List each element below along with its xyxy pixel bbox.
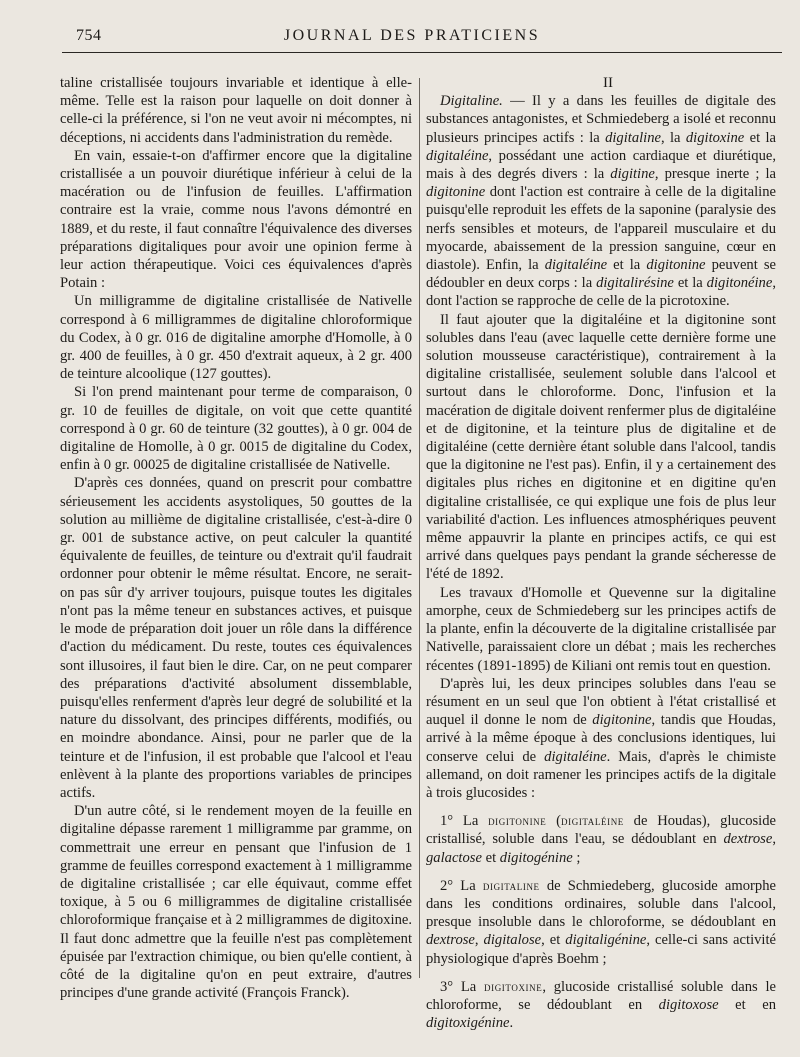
- run-italic: digitonine: [426, 184, 486, 201]
- run-italic: digitogénine: [499, 849, 573, 866]
- paragraph: D'après ces données, quand on prescrit pour combattre sérieusement les accidents asystoliques, 50 gouttes de la solution au millième de digitaline cristallisée, c'est-à-dire 0 gr. 001 de substance active, on peut calculer la quantité équivalente de feuilles, de teinture ou d'extrait qu'il faudrait ordonner pour obtenir le même résultat. Encore, ne serait-on pas sûr d'y arriver toujours, puisque toutes les digitales n'ont pas la même teneur en substances actives, et puisque le mode de préparation doit jouer un rôle dans la différence d'action du médicament. Du reste, toutes ces équivalences sont illusoires, il faut bien le dire. Car, on ne peut comparer des préparations d'activité absolument dissemblable, puisqu'elles renferment d'après leur degré de solubilité et la nature du dissolvant, des principes différents, modifiés, ou en moindre abondance. Ainsi, pour ne parler que de la teinture et de l'infusion, il est probable que l'alcool et l'eau enlèvent à la plante des proportions variables de principes actifs.: [60, 475, 412, 801]
- paragraph-kiliani: [426, 675, 776, 802]
- run: , presque inerte ; la: [654, 166, 776, 183]
- run-italic: digitoxine: [685, 129, 745, 146]
- run: , la: [661, 129, 686, 146]
- term-small-caps: digitonine: [488, 814, 547, 829]
- run: peuvent se dédoubler en deux corps : la: [426, 257, 776, 292]
- paragraph: En vain, essaie-t-on d'affirmer encore que la digitaline cristallisée a un pouvoir diurétique inférieur à celui de la macération ou de l'infusion de feuilles. L'affirmation contraire est la vraie, comme nous l'avons démontré en 1889, et du reste, il faut connaître l'équivalence des diverses préparations digitaliques pour avoir une opinion ferme à leur action thérapeutique. Voici ces équivalences d'après Potain :: [60, 147, 412, 292]
- paragraph: Si l'on prend maintenant pour terme de comparaison, 0 gr. 10 de feuilles de digitale, on voit que cette quantité correspond à 0 gr. 60 de teinture (32 gouttes), à 0 gr. 004 de digitaline de Homolle, à 0 gr. 0015 de digitaline du Codex, enfin à 0 gr. 00025 de digitaline cristallisée de Nativelle.: [60, 384, 412, 474]
- run: , tandis que Houdas, arrivé à la même époque à des conclusions identiques, lui conserve celui de: [426, 712, 776, 765]
- paragraph: Un milligramme de digitaline cristallisée de Nativelle correspond à 6 milligrammes de digitaline chloroformique du Codex, à 0 gr. 016 de digitaline amorphe d'Homolle, à 0 gr. 400 de feuilles, à 0 gr. 450 d'extrait aqueux, à 2 gr. 400 de teinture alcoolique (127 gouttes).: [60, 293, 412, 383]
- paragraph: D'un autre côté, si le rendement moyen de la feuille en digitaline dépasse rarement 1 milligramme par gramme, on commettrait une erreur en pensant que l'infusion de 1 gramme de feuilles correspond exactement à 1 milligramme de digitaline cristallisée ; car elle équivaut, comme effet toxique, à 5 ou 6 milligrammes de digitaline cristallisée chloroformique française et à 2 milligrammes de digitoxine. Il faut donc admettre que la feuille n'est pas complètement épuisée par l'extraction chimique, ou bien qu'elle contient, à côté de la digitaline qu'on en peut extraire, d'autres principes d'une grande activité (François Franck).: [60, 803, 412, 1002]
- run-italic: digitaléine: [544, 748, 607, 765]
- run-italic: digitonéine: [706, 275, 773, 292]
- item-number: 2° La: [440, 877, 483, 894]
- run: (: [546, 813, 562, 830]
- run: de Houdas), glucoside cristallisé, soluble dans l'eau, se dédoublant en: [426, 813, 776, 848]
- glucoside-item-1: [426, 812, 776, 867]
- term-small-caps: digitaline: [482, 878, 540, 893]
- paragraph: Il faut ajouter que la digitaléine et la digitonine sont solubles dans l'eau (avec laquelle cette dernière forme une solution mousseuse caractéristique), contrairement à la digitaline cristallisée, seulement soluble dans l'alcool et surtout dans le chloroforme. Donc, l'infusion et la macération de digitale doivent renfermer plus de digitaléine et de digitonine, et la teinture plus de digitaline et de digitaléine (cette dernière étant soluble dans l'alcool, tandis que la digitonine ne l'est pas). Enfin, il y a certainement des digitales plus riches en digitonine et en digitine qu'en digitaline cristallisée, ce qui explique une fois de plus leur variabilité d'action. Les influences atmosphériques peuvent même appauvrir la plante en principes actifs, ce qui est arrivé dans quelques pays pendant la grande sécheresse de l'été de 1892.: [426, 311, 776, 583]
- run-italic: galactose: [426, 849, 482, 866]
- run-italic: dextrose: [426, 932, 475, 949]
- right-column: [426, 74, 776, 1032]
- run: ,: [772, 831, 776, 848]
- run: et: [481, 849, 500, 866]
- run-italic: digitalirésine: [596, 275, 674, 292]
- running-title: JOURNAL DES PRATICIENS: [283, 27, 541, 44]
- run-italic: digitaligénine: [565, 932, 647, 949]
- run: , dont l'action se rapproche de celle de la picrotoxine.: [426, 275, 776, 310]
- paragraph: Les travaux d'Homolle et Quevenne sur la digitaline amorphe, ceux de Schmiedeberg sur les principes actifs de la plante, enfin la découverte de la digitaline cristallisée par Nativelle, paraissaient clore un débat ; mais les recherches récentes (1891-1895) de Kiliani ont remis tout en question.: [426, 584, 776, 674]
- paragraph: taline cristallisée toujours invariable et identique à elle-même. Telle est la raison pour laquelle on doit donner à celle-ci la préférence, si l'on ne veut avoir ni mécomptes, ni déceptions, ni accidents dans l'administration du remède.: [60, 75, 412, 146]
- section-heading: II: [603, 75, 613, 91]
- run: et la: [673, 275, 707, 292]
- column-divider: [419, 78, 420, 978]
- run: — Il y a dans les feuilles de digitale des substances antagonistes, et Schmiedeberg a isolé et reconnu plusieurs principes actifs : la: [426, 93, 776, 146]
- page-header: [62, 24, 762, 48]
- run: D'après lui, les deux principes solubles dans l'eau se résument en un seul que l'on obtient à l'état cristallisé et auquel il donne le nom de: [426, 675, 776, 729]
- run: et la: [607, 257, 647, 274]
- item-number: 3° La: [440, 978, 485, 995]
- run-italic: digitaléine: [426, 147, 489, 164]
- glucoside-item-3: [426, 978, 776, 1033]
- run-italic: dextrose: [723, 831, 773, 848]
- run: et la: [744, 129, 776, 146]
- term-small-caps: digitaléine: [561, 814, 624, 829]
- term-small-caps: digitoxine: [484, 979, 543, 994]
- run: ,: [474, 932, 484, 949]
- page-number: 754: [76, 27, 102, 44]
- run-italic: digitalose: [483, 932, 542, 949]
- run: , possédant une action cardiaque et diurétique, mais à des degrés divers : la: [426, 147, 776, 183]
- paragraph-digitaline: [426, 92, 776, 310]
- run: , celle-ci sans activité physiologique d'après Boehm ;: [426, 932, 777, 967]
- run: , et: [541, 932, 566, 949]
- run-italic: digitaline: [605, 129, 662, 146]
- item-number: 1° La: [440, 813, 489, 830]
- run-italic: digitine: [610, 166, 655, 183]
- run-italic: digitonine: [646, 257, 706, 274]
- run-italic: digitonine: [592, 712, 652, 729]
- header-rule: [62, 52, 782, 53]
- run: ;: [572, 849, 581, 866]
- run: dont l'action est contraire à celle de la digitaline puisqu'elle reproduit les effets de la saponine (paralysie des nerfs sensibles et moteurs, de l'appareil musculaire et du myocarde, abaissement de la pression sanguine, cœur en diastole). Enfin, la: [426, 184, 776, 274]
- run: . Mais, d'après le chimiste allemand, on doit ramener les principes actifs de la digitale à trois glucosides :: [426, 748, 776, 801]
- run: de Schmiedeberg, glucoside amorphe dans les conditions ordinaires, soluble dans l'alcool, presque insoluble dans le chloroforme, se dédoublant en: [426, 877, 776, 931]
- run: et en: [718, 996, 776, 1013]
- run-italic: digitaléine: [544, 257, 608, 274]
- run: , glucoside cristallisé soluble dans le chloroforme, se dédoublant en: [426, 978, 776, 1013]
- run-italic: digitoxigénine: [426, 1015, 510, 1032]
- glucoside-item-2: [426, 877, 776, 968]
- run-lead: Digitaline.: [440, 93, 503, 110]
- run: .: [509, 1015, 514, 1032]
- run-italic: digitoxose: [658, 996, 719, 1013]
- left-column: [60, 74, 412, 1002]
